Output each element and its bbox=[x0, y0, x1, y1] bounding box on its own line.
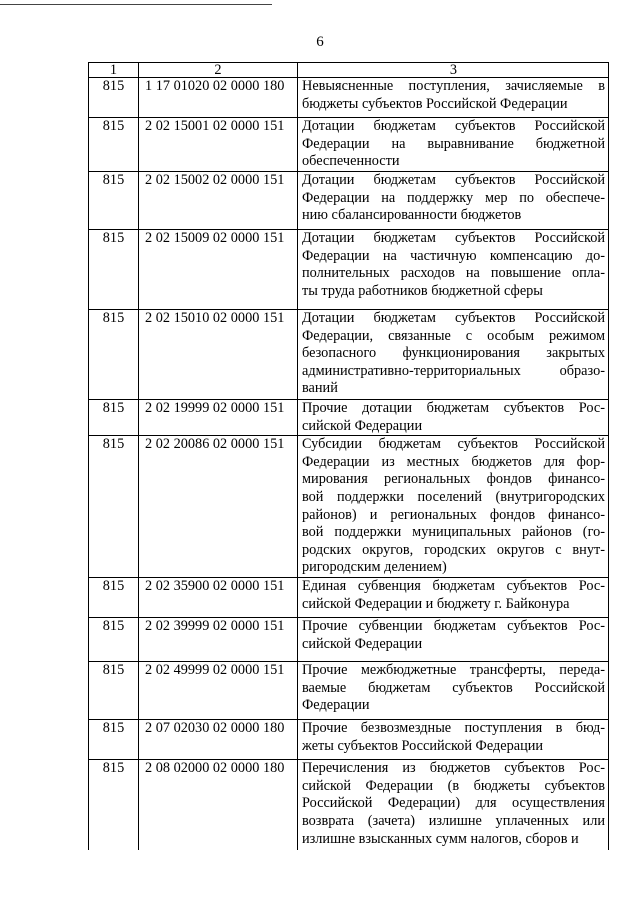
description-line: мирования региональных фондов финансо- bbox=[302, 471, 605, 488]
description-line: сийской Федерации bbox=[302, 635, 423, 652]
table-row bbox=[89, 400, 609, 436]
table-row bbox=[89, 578, 609, 618]
description-line: бюджеты субъектов Российской Федерации bbox=[302, 95, 568, 112]
description-line: ты труда работников бюджетной сферы bbox=[302, 282, 543, 299]
table-row bbox=[89, 618, 609, 662]
table-row bbox=[89, 436, 609, 578]
row-admin-code: 815 bbox=[89, 230, 139, 310]
table-row bbox=[89, 118, 609, 172]
header-col-1: 1 bbox=[89, 63, 139, 78]
budget-code-table bbox=[88, 62, 609, 850]
row-description bbox=[298, 578, 609, 618]
row-description bbox=[298, 760, 609, 850]
description-line: сийской Федерации и бюджету г. Байконура bbox=[302, 595, 570, 612]
top-rule bbox=[0, 4, 272, 5]
description-line: Федерации, связанные с особым режимом bbox=[302, 327, 605, 344]
row-admin-code: 815 bbox=[89, 618, 139, 662]
table-row bbox=[89, 662, 609, 720]
table-row bbox=[89, 720, 609, 760]
description-line: вой поддержки муниципальных районов (го- bbox=[302, 524, 605, 541]
description-line: Федерации на выравнивание бюджетной bbox=[302, 135, 605, 152]
row-description bbox=[298, 720, 609, 760]
row-budget-class-code: 2 02 15009 02 0000 151 bbox=[139, 230, 298, 310]
description-line: жеты субъектов Российской Федерации bbox=[302, 737, 544, 754]
description-line: Перечисления из бюджетов субъектов Рос- bbox=[302, 760, 605, 777]
description-line: Федерации из местных бюджетов для фор- bbox=[302, 453, 605, 470]
row-budget-class-code: 2 02 19999 02 0000 151 bbox=[139, 400, 298, 436]
table-row bbox=[89, 230, 609, 310]
description-line: Прочие безвозмездные поступления в бюд- bbox=[302, 720, 605, 737]
row-admin-code: 815 bbox=[89, 720, 139, 760]
table-row bbox=[89, 760, 609, 850]
description-line: Прочие дотации бюджетам субъектов Рос- bbox=[302, 400, 605, 416]
row-budget-class-code: 2 07 02030 02 0000 180 bbox=[139, 720, 298, 760]
row-admin-code: 815 bbox=[89, 662, 139, 720]
row-description bbox=[298, 436, 609, 578]
description-line: Единая субвенция бюджетам субъектов Рос- bbox=[302, 578, 605, 595]
description-line: Дотации бюджетам субъектов Российской bbox=[302, 310, 605, 326]
row-description bbox=[298, 400, 609, 436]
row-budget-class-code: 2 02 20086 02 0000 151 bbox=[139, 436, 298, 578]
description-line: Дотации бюджетам субъектов Российской bbox=[302, 172, 605, 188]
description-line: безопасного функционирования закрытых bbox=[302, 345, 605, 362]
row-admin-code: 815 bbox=[89, 760, 139, 850]
description-line: возврата (зачета) излишне уплаченных или bbox=[302, 812, 605, 829]
row-budget-class-code: 2 02 49999 02 0000 151 bbox=[139, 662, 298, 720]
description-line: Российской Федерации) для осуществления bbox=[302, 795, 605, 812]
description-line: Прочие межбюджетные трансферты, переда- bbox=[302, 662, 605, 679]
row-budget-class-code: 2 02 15010 02 0000 151 bbox=[139, 310, 298, 400]
row-description bbox=[298, 172, 609, 230]
row-budget-class-code: 2 08 02000 02 0000 180 bbox=[139, 760, 298, 850]
row-admin-code: 815 bbox=[89, 172, 139, 230]
row-description bbox=[298, 230, 609, 310]
description-line: обеспеченности bbox=[302, 153, 400, 170]
description-line: сийской Федерации bbox=[302, 417, 423, 434]
header-col-2: 2 bbox=[139, 63, 298, 78]
row-description bbox=[298, 118, 609, 172]
row-admin-code: 815 bbox=[89, 310, 139, 400]
description-line: полнительных расходов на повышение опла- bbox=[302, 265, 605, 282]
row-description bbox=[298, 618, 609, 662]
description-line: Федерации bbox=[302, 697, 370, 714]
description-line: административно-территориальных образо- bbox=[302, 362, 605, 379]
row-admin-code: 815 bbox=[89, 78, 139, 118]
row-admin-code: 815 bbox=[89, 578, 139, 618]
description-line: Федерации на частичную компенсацию до- bbox=[302, 247, 605, 264]
description-line: ригородским делением) bbox=[302, 559, 447, 576]
row-description bbox=[298, 78, 609, 118]
page-number: 6 bbox=[316, 34, 324, 50]
row-description bbox=[298, 310, 609, 400]
description-line: Прочие субвенции бюджетам субъектов Рос- bbox=[302, 618, 605, 635]
description-line: вой поддержки поселений (внутригородских bbox=[302, 488, 605, 505]
description-line: Федерации на поддержку мер по обеспече- bbox=[302, 189, 605, 206]
row-admin-code: 815 bbox=[89, 436, 139, 578]
description-line: Невыясненные поступления, зачисляемые в bbox=[302, 78, 605, 94]
description-line: нию сбалансированности бюджетов bbox=[302, 207, 522, 224]
description-line: Дотации бюджетам субъектов Российской bbox=[302, 230, 605, 246]
description-line: родских округов, городских округов с внут- bbox=[302, 541, 605, 558]
description-line: излишне взысканных сумм налогов, сборов и bbox=[302, 830, 579, 847]
row-budget-class-code: 2 02 15002 02 0000 151 bbox=[139, 172, 298, 230]
table-row bbox=[89, 172, 609, 230]
description-line: ваемые бюджетам субъектов Российской bbox=[302, 679, 605, 696]
row-budget-class-code: 2 02 15001 02 0000 151 bbox=[139, 118, 298, 172]
row-admin-code: 815 bbox=[89, 118, 139, 172]
row-budget-class-code: 2 02 39999 02 0000 151 bbox=[139, 618, 298, 662]
row-budget-class-code: 1 17 01020 02 0000 180 bbox=[139, 78, 298, 118]
table-header-row bbox=[89, 63, 609, 78]
table-row bbox=[89, 310, 609, 400]
description-line: районов) и региональных фондов финансо- bbox=[302, 506, 605, 523]
description-line: ваний bbox=[302, 380, 338, 397]
header-col-3: 3 bbox=[298, 63, 609, 78]
row-admin-code: 815 bbox=[89, 400, 139, 436]
row-description bbox=[298, 662, 609, 720]
description-line: Дотации бюджетам субъектов Российской bbox=[302, 118, 605, 134]
table-row bbox=[89, 78, 609, 118]
description-line: сийской Федерации (в бюджеты субъектов bbox=[302, 777, 605, 794]
row-budget-class-code: 2 02 35900 02 0000 151 bbox=[139, 578, 298, 618]
description-line: Субсидии бюджетам субъектов Российской bbox=[302, 436, 605, 453]
